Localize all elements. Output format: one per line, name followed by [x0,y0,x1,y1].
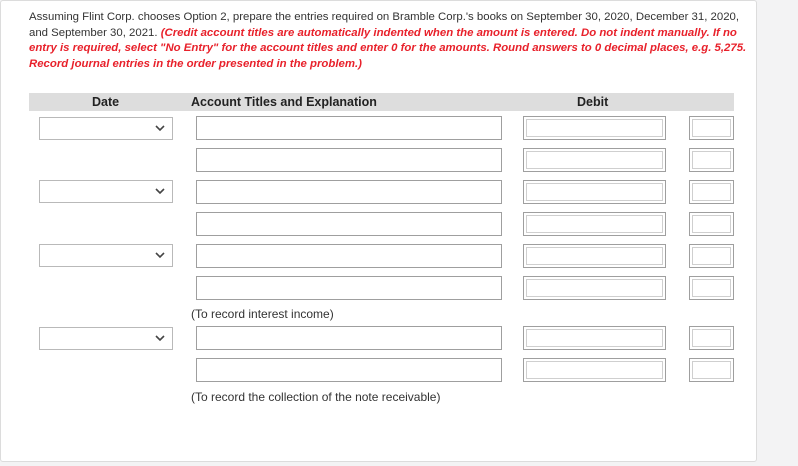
debit-input-2[interactable] [523,148,666,172]
debit-input-5[interactable] [523,244,666,268]
credit-input-7[interactable] [689,326,734,350]
date-column-header: Date [92,95,120,109]
account-input-3[interactable] [196,180,502,204]
account-input-5[interactable] [196,244,502,268]
account-input-4[interactable] [196,212,502,236]
chevron-down-icon [155,123,165,133]
credit-input-2[interactable] [689,148,734,172]
account-column-header: Account Titles and Explanation [191,95,377,109]
credit-input-5[interactable] [689,244,734,268]
date-select-1[interactable] [39,117,173,140]
account-input-6[interactable] [196,276,502,300]
collection-entry-note: (To record the collection of the note receivable) [191,390,441,404]
debit-column-header: Debit [577,95,609,109]
debit-input-7[interactable] [523,326,666,350]
credit-input-3[interactable] [689,180,734,204]
instructions-emphasis: (Credit account titles are automatically indented when the amount is entered. Do not indent manually. If no entry is required, select "No Entry" for the account titles and enter 0 for the amounts. Round answers to 0 decimal places, e.g. 5,275. Record journal entries in the order presented in the problem.) [29,26,747,70]
credit-input-8[interactable] [689,358,734,382]
account-input-8[interactable] [196,358,502,382]
chevron-down-icon [155,250,165,260]
chevron-down-icon [155,186,165,196]
journal-table-header [29,93,734,111]
instructions [29,10,749,72]
debit-input-8[interactable] [523,358,666,382]
debit-input-4[interactable] [523,212,666,236]
date-select-3[interactable] [39,244,173,267]
credit-input-1[interactable] [689,116,734,140]
interest-entry-note: (To record interest income) [191,307,334,321]
account-input-1[interactable] [196,116,502,140]
debit-input-3[interactable] [523,180,666,204]
debit-input-1[interactable] [523,116,666,140]
account-input-2[interactable] [196,148,502,172]
chevron-down-icon [155,333,165,343]
date-select-2[interactable] [39,180,173,203]
date-select-4[interactable] [39,327,173,350]
instructions-text: Assuming Flint Corp. chooses Option 2, prepare the entries required on Bramble Corp.'s books on September 30, 2020, December 31, 2020, and September 30, 2021. [29,11,740,39]
credit-input-4[interactable] [689,212,734,236]
debit-input-6[interactable] [523,276,666,300]
account-input-7[interactable] [196,326,502,350]
credit-input-6[interactable] [689,276,734,300]
